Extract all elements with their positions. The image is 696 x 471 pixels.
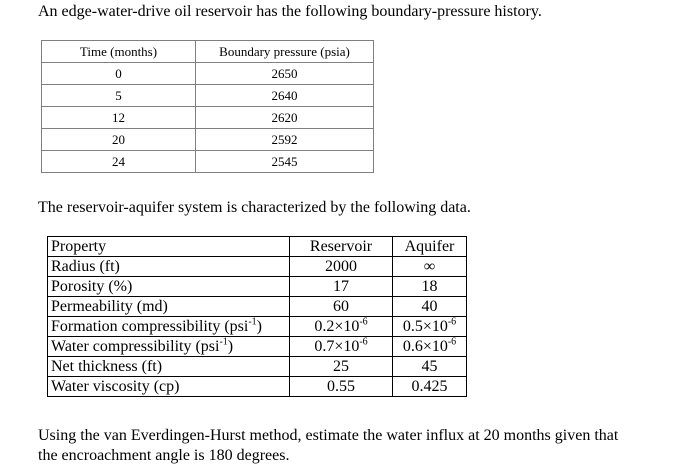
reservoir-aquifer-table [47, 236, 467, 397]
property-cell [48, 317, 290, 337]
aquifer-cell: 40 [393, 297, 467, 317]
time-cell: 0 [42, 63, 196, 85]
pressure-cell: 2650 [196, 63, 374, 85]
header-pressure: Boundary pressure (psia) [196, 41, 374, 63]
property-text: Water compressibility (psi [51, 337, 220, 355]
property-cell: Permeability (md) [48, 297, 290, 317]
reservoir-cell: 60 [290, 297, 393, 317]
property-cell: Water viscosity (cp) [48, 377, 290, 397]
aquifer-cell: 45 [393, 357, 467, 377]
aquifer-value: 0.6×10 [402, 337, 448, 355]
pressure-cell: 2640 [196, 85, 374, 107]
property-cell: Porosity (%) [48, 277, 290, 297]
table-row [42, 151, 374, 173]
property-tail: ) [256, 317, 262, 335]
exponent: -6 [359, 336, 368, 348]
boundary-pressure-table [41, 40, 374, 173]
property-cell: Radius (ft) [48, 257, 290, 277]
table-row [48, 257, 467, 277]
header-time: Time (months) [42, 41, 196, 63]
question-text [38, 426, 618, 466]
reservoir-cell [290, 337, 393, 357]
table-row [48, 337, 467, 357]
pressure-cell: 2620 [196, 107, 374, 129]
reservoir-value: 0.2×10 [314, 317, 360, 335]
property-tail: ) [227, 337, 234, 355]
pressure-cell: 2592 [196, 129, 374, 151]
aquifer-cell: 18 [393, 277, 467, 297]
property-text: Formation compressibility (psi [51, 317, 249, 335]
aquifer-cell: ∞ [393, 257, 467, 277]
reservoir-cell [290, 317, 393, 337]
time-cell: 20 [42, 129, 196, 151]
table-row [48, 317, 467, 337]
pressure-cell: 2545 [196, 151, 374, 173]
table-row [48, 277, 467, 297]
aquifer-value: 0.5×10 [402, 317, 448, 335]
exponent: -1 [248, 316, 257, 328]
table-row [42, 107, 374, 129]
aquifer-cell [393, 317, 467, 337]
table-row [48, 357, 467, 377]
table-row [48, 297, 467, 317]
time-cell: 5 [42, 85, 196, 107]
property-cell [48, 337, 290, 357]
reservoir-cell: 0.55 [290, 377, 393, 397]
exponent: -6 [359, 316, 368, 328]
table-header-row [48, 237, 467, 257]
reservoir-cell: 25 [290, 357, 393, 377]
table-row [42, 129, 374, 151]
property-cell: Net thickness (ft) [48, 357, 290, 377]
time-cell: 12 [42, 107, 196, 129]
aquifer-cell: 0.425 [393, 377, 467, 397]
reservoir-cell: 2000 [290, 257, 393, 277]
question-line-1: Using the van Everdingen-Hurst method, estimate the water influx at 20 months given that [38, 427, 619, 444]
exponent: -6 [447, 336, 457, 348]
reservoir-cell: 17 [290, 277, 393, 297]
question-line-2: the encroachment angle is 180 degrees. [38, 447, 290, 464]
exponent: -6 [447, 316, 457, 328]
aquifer-cell [393, 337, 467, 357]
header-reservoir: Reservoir [290, 237, 393, 257]
table-row [48, 377, 467, 397]
reservoir-value: 0.7×10 [314, 337, 360, 355]
header-property: Property [48, 237, 290, 257]
system-description-text: The reservoir-aquifer system is characterized by the following data. [38, 199, 471, 216]
header-aquifer: Aquifer [393, 237, 467, 257]
exponent: -1 [219, 336, 228, 348]
table-row [42, 63, 374, 85]
time-cell: 24 [42, 151, 196, 173]
intro-text: An edge-water-drive oil reservoir has the following boundary-pressure history. [38, 3, 542, 20]
table-row [42, 85, 374, 107]
table-header-row [42, 41, 374, 63]
